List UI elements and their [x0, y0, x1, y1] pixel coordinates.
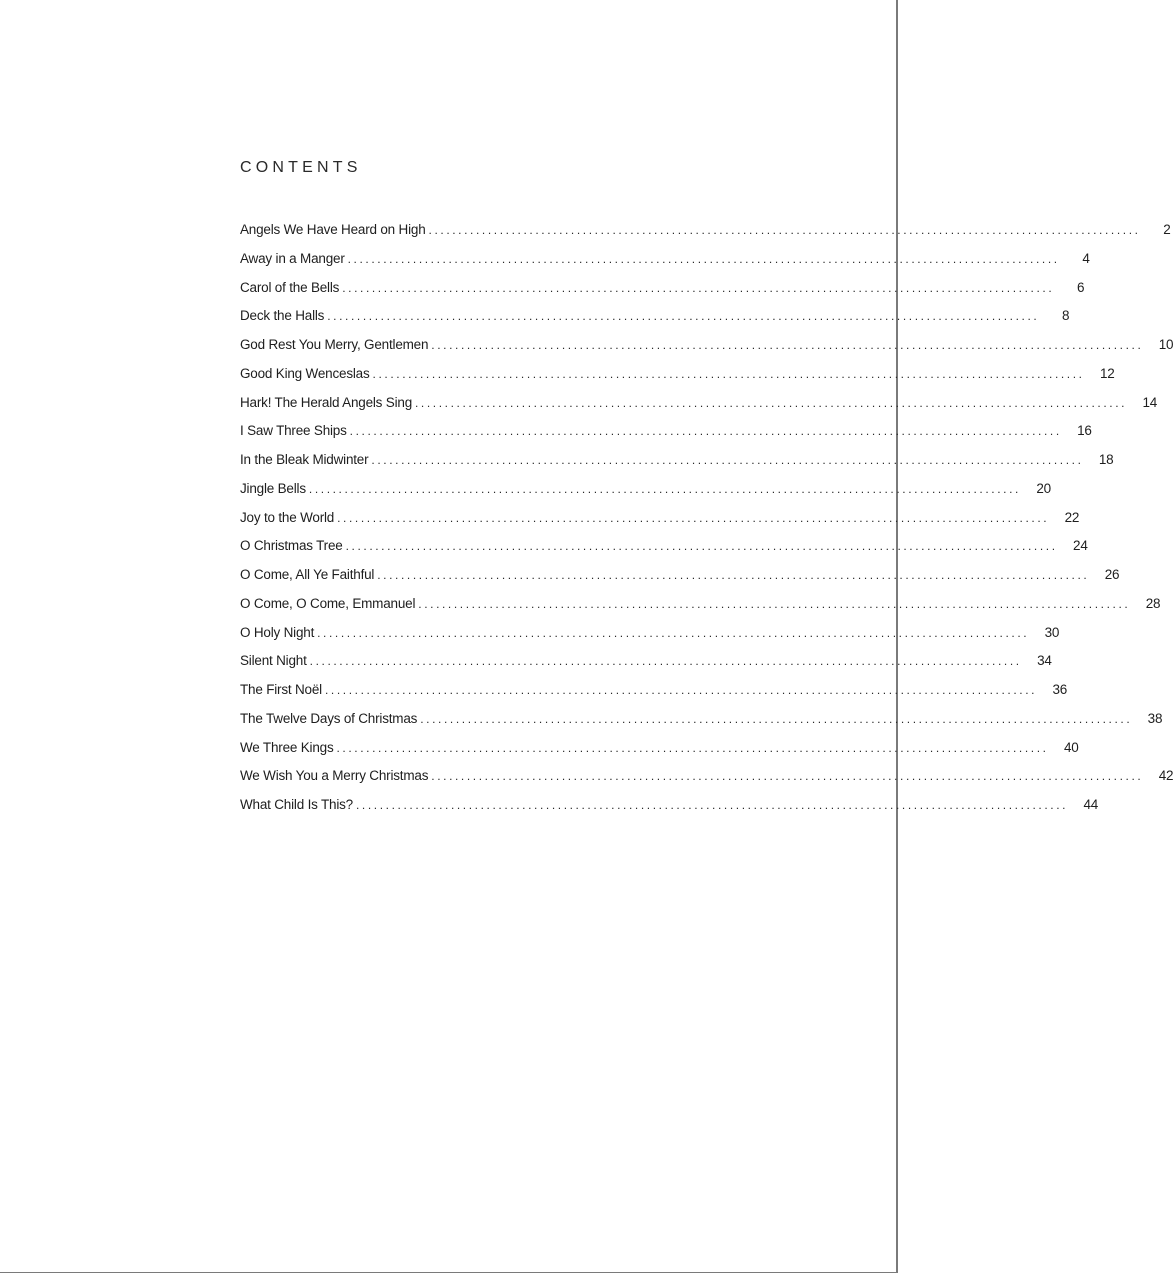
dot-leader: ........................................................................................................................ [418, 596, 1131, 611]
table-of-contents [240, 222, 1173, 826]
dot-leader: ........................................................................................................................ [372, 366, 1085, 381]
dot-leader: ........................................................................................................................ [415, 395, 1128, 410]
dot-leader: ........................................................................................................................ [342, 280, 1055, 295]
toc-entry[interactable] [240, 682, 1068, 711]
toc-entry-title: Silent Night [240, 653, 307, 669]
toc-entry[interactable] [240, 394, 1158, 424]
toc-entry-title: In the Bleak Midwinter [240, 452, 369, 467]
toc-entry[interactable] [240, 250, 1090, 280]
toc-entry[interactable] [240, 308, 1070, 337]
toc-entry-title: We Three Kings [240, 739, 334, 755]
toc-entry-page-number: 8 [1062, 308, 1070, 324]
toc-entry[interactable] [240, 567, 1120, 596]
dot-leader: ........................................................................................................................ [309, 654, 1022, 669]
toc-entry-title: Deck the Halls [240, 308, 325, 324]
dot-leader: ........................................................................................................................ [428, 223, 1141, 237]
dot-leader: ........................................................................................................................ [377, 568, 1090, 582]
dot-leader: ........................................................................................................................ [431, 769, 1144, 784]
toc-entry[interactable] [240, 538, 1088, 567]
toc-entry-page-number: 42 [1158, 768, 1173, 784]
dot-leader: ........................................................................................................................ [337, 510, 1050, 525]
toc-entry[interactable] [240, 768, 1173, 797]
toc-entry-page-number: 22 [1064, 509, 1080, 525]
toc-entry-title: O Holy Night [240, 624, 315, 640]
toc-entry[interactable] [240, 739, 1079, 769]
dot-leader: ........................................................................................................................ [327, 309, 1040, 324]
dot-leader: ........................................................................................................................ [431, 338, 1144, 352]
toc-entry[interactable] [240, 624, 1060, 654]
toc-entry-title: Angels We Have Heard on High [240, 222, 426, 237]
toc-entry[interactable] [240, 710, 1163, 740]
toc-entry-page-number: 12 [1099, 365, 1115, 381]
toc-entry[interactable] [240, 279, 1085, 309]
toc-entry-page-number: 24 [1073, 538, 1088, 554]
dot-leader: ........................................................................................................................ [324, 683, 1038, 697]
toc-entry[interactable] [240, 423, 1092, 452]
toc-entry-title: I Saw Three Ships [240, 423, 347, 439]
dot-leader: ........................................................................................................................ [336, 740, 1049, 755]
toc-entry-page-number: 28 [1145, 595, 1161, 611]
toc-entry-page-number: 40 [1063, 739, 1079, 755]
toc-entry-page-number: 16 [1077, 423, 1092, 439]
toc-entry-title: O Come, All Ye Faithful [240, 567, 375, 582]
toc-entry[interactable] [240, 365, 1115, 395]
toc-entry[interactable] [240, 480, 1051, 510]
dot-leader: ........................................................................................................................ [356, 798, 1069, 812]
toc-entry-page-number: 36 [1052, 682, 1068, 697]
toc-entry[interactable] [240, 797, 1099, 826]
toc-entry-page-number: 26 [1104, 567, 1120, 582]
toc-entry-title: Away in a Manger [240, 250, 345, 266]
toc-entry[interactable] [240, 509, 1080, 539]
toc-entry-page-number: 44 [1083, 797, 1099, 812]
dot-leader: ........................................................................................................................ [308, 481, 1021, 496]
toc-entry-title: The First Noël [240, 682, 322, 697]
toc-entry-page-number: 38 [1147, 710, 1163, 726]
toc-entry-title: Jingle Bells [240, 480, 306, 496]
toc-entry-page-number: 18 [1098, 452, 1114, 467]
dot-leader: ........................................................................................................................ [349, 424, 1062, 439]
toc-entry-title: Carol of the Bells [240, 279, 340, 295]
toc-entry-title: We Wish You a Merry Christmas [240, 768, 429, 784]
toc-entry-page-number: 34 [1037, 653, 1052, 669]
toc-entry-page-number: 20 [1036, 480, 1051, 496]
toc-entry[interactable] [240, 222, 1171, 251]
toc-entry-page-number: 30 [1044, 624, 1060, 640]
toc-entry-title: Hark! The Herald Angels Sing [240, 394, 412, 410]
toc-entry-title: O Come, O Come, Emmanuel [240, 595, 416, 611]
page-title: CONTENTS [240, 159, 362, 176]
toc-entry-title: God Rest You Merry, Gentlemen [240, 337, 429, 352]
dot-leader: ........................................................................................................................ [347, 251, 1060, 266]
dot-leader: ........................................................................................................................ [345, 539, 1058, 554]
toc-entry-title: Joy to the World [240, 509, 335, 525]
toc-entry-page-number: 10 [1158, 337, 1173, 352]
toc-entry-page-number: 14 [1142, 394, 1158, 410]
toc-entry-title: The Twelve Days of Christmas [240, 710, 418, 726]
toc-entry[interactable] [240, 452, 1114, 481]
toc-entry-page-number: 2 [1163, 222, 1171, 237]
dot-leader: ........................................................................................................................ [317, 625, 1030, 640]
toc-entry[interactable] [240, 653, 1052, 682]
toc-entry-title: What Child Is This? [240, 797, 353, 812]
toc-entry[interactable] [240, 595, 1161, 625]
toc-entry-page-number: 4 [1082, 250, 1090, 266]
toc-entry-title: O Christmas Tree [240, 538, 343, 554]
toc-entry-title: Good King Wenceslas [240, 365, 370, 381]
dot-leader: ........................................................................................................................ [420, 711, 1133, 726]
dot-leader: ........................................................................................................................ [371, 453, 1084, 467]
toc-entry-page-number: 6 [1076, 279, 1085, 295]
toc-entry[interactable] [240, 337, 1173, 366]
